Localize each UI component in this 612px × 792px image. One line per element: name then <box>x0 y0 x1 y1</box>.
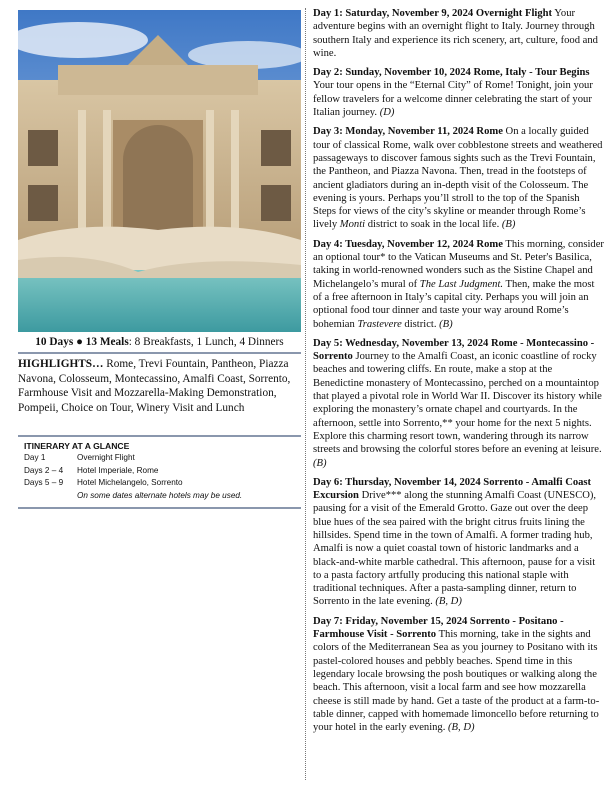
day-entry <box>313 238 605 331</box>
day-text: Your adventure begins with an overnight flight to Italy. Journey through southern Italy and experience its rich scenery, art, culture, food and wine. <box>313 8 598 59</box>
days-count: 10 Days <box>35 336 74 348</box>
highlights <box>18 357 301 415</box>
glance-note: On some dates alternate hotels may be used. <box>77 490 243 500</box>
column-divider <box>305 8 306 780</box>
day-title: Day 4: Tuesday, November 12, 2024 Rome <box>313 238 503 250</box>
glance-row <box>24 477 294 490</box>
glance-hotel: Overnight Flight <box>77 453 135 462</box>
day-entry <box>313 615 605 735</box>
day-entry <box>313 125 605 231</box>
divider-line <box>18 507 301 509</box>
day-title: Day 5: Wednesday, November 13, 2024 Rome - Montecassino - Sorrento <box>313 337 595 363</box>
glance-row <box>24 465 294 478</box>
day-text-italic: Monti <box>339 219 366 231</box>
meals-count: 13 Meals <box>85 336 129 348</box>
tour-summary <box>18 334 301 350</box>
glance-hotel: Hotel Imperiale, Rome <box>77 465 159 475</box>
trevi-fountain-photo <box>18 10 301 332</box>
highlights-text: Rome, Trevi Fountain, Pantheon, Piazza Navona, Colosseum, Montecassino, Amalfi Coast, Sorrento, Farmhouse Visit and Mozzarella-Making Demonstration, Pompeii, Choice on Tour, Winery Visit and Lunch <box>18 358 291 414</box>
day-text-italic: Trastevere <box>357 318 402 330</box>
day-entry <box>313 337 605 470</box>
day-title: Day 7: Friday, November 15, 2024 Sorrento - Positano - Farmhouse Visit - Sorrento <box>313 615 564 641</box>
day-text-italic: (B) <box>501 219 516 231</box>
day-entry <box>313 66 605 119</box>
day-text: Journey to the Amalfi Coast, an iconic coastline of rocky beaches and towering cliffs. En route, make a stop at the Benedictine monastery of Montecassino, perched on a mountaintop that played a pivotal role in World War II. Discover its history while exploring the monastery’s ornate chapel and courtyards. In the afternoon, settle into Sorrento,** your home for the next 5 nights. Explore this charming resort town, wandering through its narrow streets and browsing the colorful stores before an evening at leisure. <box>313 351 602 456</box>
day-text: This morning, take in the sights and colors of the Mediterranean Sea as you journey to Positano with its pastel-colored houses and pebbly beaches. Spend time in this legendary locale browsing the posh boutiques or walking along the beach. This afternoon, visit a local farm and see how mozzarella cheese is still made by hand. Get a taste of the product at a farm-to-table dinner, capped with homemade limoncello before returning to your hotel in the early evening. <box>313 629 600 734</box>
day-text-italic: (B) <box>313 457 327 469</box>
day-text-italic: (B, D) <box>448 722 475 734</box>
glance-days: Days 2 – 4 <box>24 465 64 475</box>
glance-title: ITINERARY AT A GLANCE <box>24 441 130 451</box>
day-text: Drive*** along the stunning Amalfi Coast (UNESCO), pausing for a visit of the Emerald Grotto. Gaze out over the deep blue hues of the sea paired with the bright citrus fruits lining the hillsides. Spend time in the town of Amalfi. A former trading hub, Amalfi is now a quiet coastal town of historic landmarks and a black-and-white marble cathedral. This afternoon, pause for a visit to a pasta factory artfully producing this national staple with traditional techniques. After a pasta-sampling dinner, return to Sorrento in the late evening. <box>313 490 597 608</box>
day-text: district. <box>401 318 440 330</box>
day-text: district to soak in the local life. <box>365 219 502 231</box>
itinerary-at-a-glance <box>24 441 294 502</box>
divider-line <box>18 435 301 437</box>
day-title: Day 1: Saturday, November 9, 2024 Overnight Flight <box>313 8 553 19</box>
meals-detail: : 8 Breakfasts, 1 Lunch, 4 Dinners <box>128 336 284 348</box>
bullet: ● <box>76 336 83 348</box>
day-text-italic: The Last Judgment. <box>419 278 504 290</box>
day-text: Your tour opens in the “Eternal City” of Rome! Tonight, join your fellow travelers for a welcome dinner celebrating the start of your Italian journey. <box>313 80 593 119</box>
day-text: This morning, consider an optional tour* to the Vatican Museums and St. Peter's Basilica, taking in world-renowned wonders such as the Sistine Chapel and Michelangelo’s mural of <box>313 238 604 290</box>
glance-days: Day 1 <box>24 453 46 462</box>
day-entry <box>313 7 605 60</box>
day-title: Day 6: Thursday, November 14, 2024 Sorrento - Amalfi Coast Excursion <box>313 476 592 502</box>
day-entry <box>313 476 605 609</box>
day-title: Day 3: Monday, November 11, 2024 Rome <box>313 126 503 138</box>
day-title: Day 2: Sunday, November 10, 2024 Rome, Italy - Tour Begins <box>313 67 590 79</box>
glance-hotel: Hotel Michelangelo, Sorrento <box>77 478 183 488</box>
day-text-italic: (D) <box>379 107 395 119</box>
day-by-day-itinerary <box>313 7 605 740</box>
day-text: Then, make the most of a free afternoon in Italy’s capital city. Perhaps you will join an optional food tour dinner and taste your way around Rome’s bohemian <box>313 278 595 330</box>
divider-line <box>18 352 301 354</box>
highlights-label: HIGHLIGHTS… <box>18 358 104 370</box>
day-text-italic: (B, D) <box>435 596 462 608</box>
glance-row <box>24 452 294 465</box>
day-text-italic: (B) <box>439 318 453 330</box>
day-text: On a locally guided tour of classical Rome, walk over cobblestone streets and weathered passageways to discover famous sights such as the Trevi Fountain, the Pantheon, and Piazza Navona. Then, tread in the footsteps of ancient gladiators during an in-depth visit of the Colosseum. The evening is yours. Perhaps you’ll stroll to the top of the Spanish Steps for views of the city’s skyline or meander through Rome’s lively <box>313 126 603 231</box>
glance-days: Days 5 – 9 <box>24 478 64 488</box>
